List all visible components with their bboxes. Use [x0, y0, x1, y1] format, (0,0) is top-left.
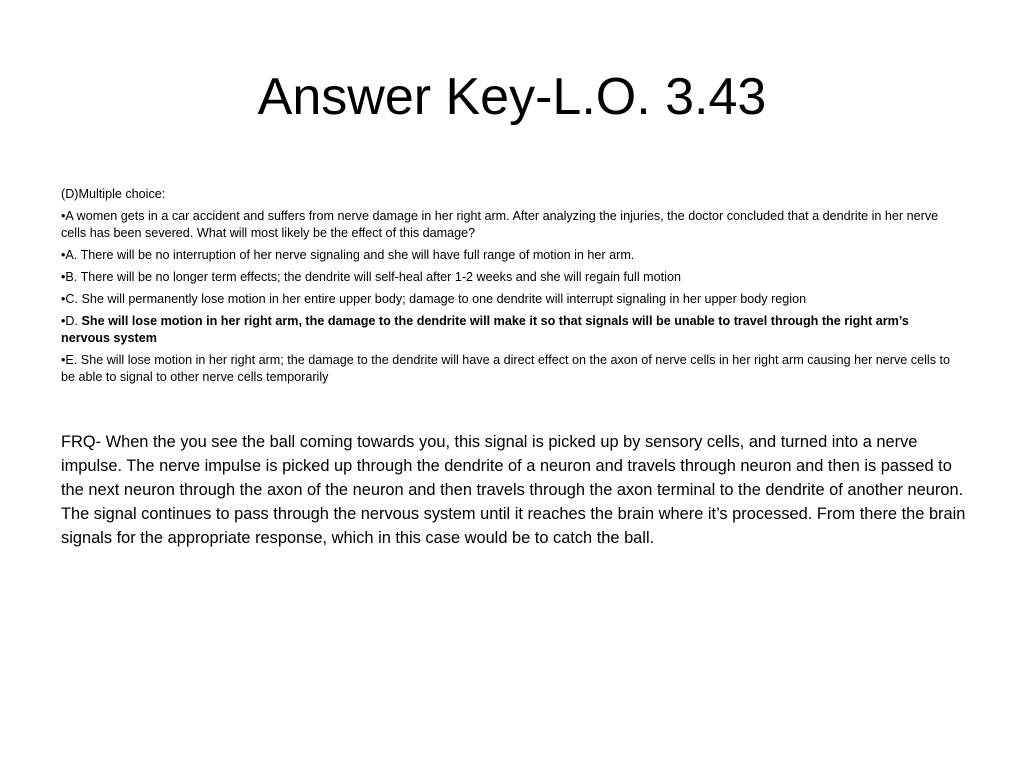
mc-option-b: •B. There will be no longer term effects; the dendrite will self-heal after 1-2 weeks and she will regain full motion [61, 270, 681, 284]
mc-heading: (D)Multiple choice: [61, 187, 166, 201]
mc-option-e: •E. She will lose motion in her right arm; the damage to the dendrite will have a direct effect on the axon of nerve cells in her right arm causing her nerve cells to be able to signal to other nerve cells temporarily [61, 353, 950, 384]
multiple-choice-section [61, 186, 961, 391]
mc-option-c: •C. She will permanently lose motion in her entire upper body; damage to one dendrite will interrupt signaling in her upper body region [61, 292, 807, 306]
slide-title: Answer Key-L.O. 3.43 [257, 68, 767, 126]
mc-option-d [61, 313, 961, 347]
mc-question: •A women gets in a car accident and suffers from nerve damage in her right arm. After analyzing the injuries, the doctor concluded that a dendrite in her nerve cells has been severed. What will most likely be the effect of this damage? [61, 209, 939, 240]
frq-answer: FRQ- When the you see the ball coming towards you, this signal is picked up by sensory cells, and turned into a nerve impulse. The nerve impulse is picked up through the dendrite of a neuron and travels through neuron and then is passed to the next neuron through the axon of the neuron and then travels through the axon terminal to the dendrite of another neuron. The signal continues to pass through the nervous system until it reaches the brain where it’s processed. From there the brain signals for the appropriate response, which in this case would be to catch the ball. [61, 433, 966, 547]
mc-option-d-prefix: •D. [61, 314, 82, 328]
mc-option-a: •A. There will be no interruption of her nerve signaling and she will have full range of motion in her arm. [61, 248, 635, 262]
mc-option-d-answer: She will lose motion in her right arm, the damage to the dendrite will make it so that signals will be unable to travel through the right arm’s nervous system [61, 314, 909, 345]
